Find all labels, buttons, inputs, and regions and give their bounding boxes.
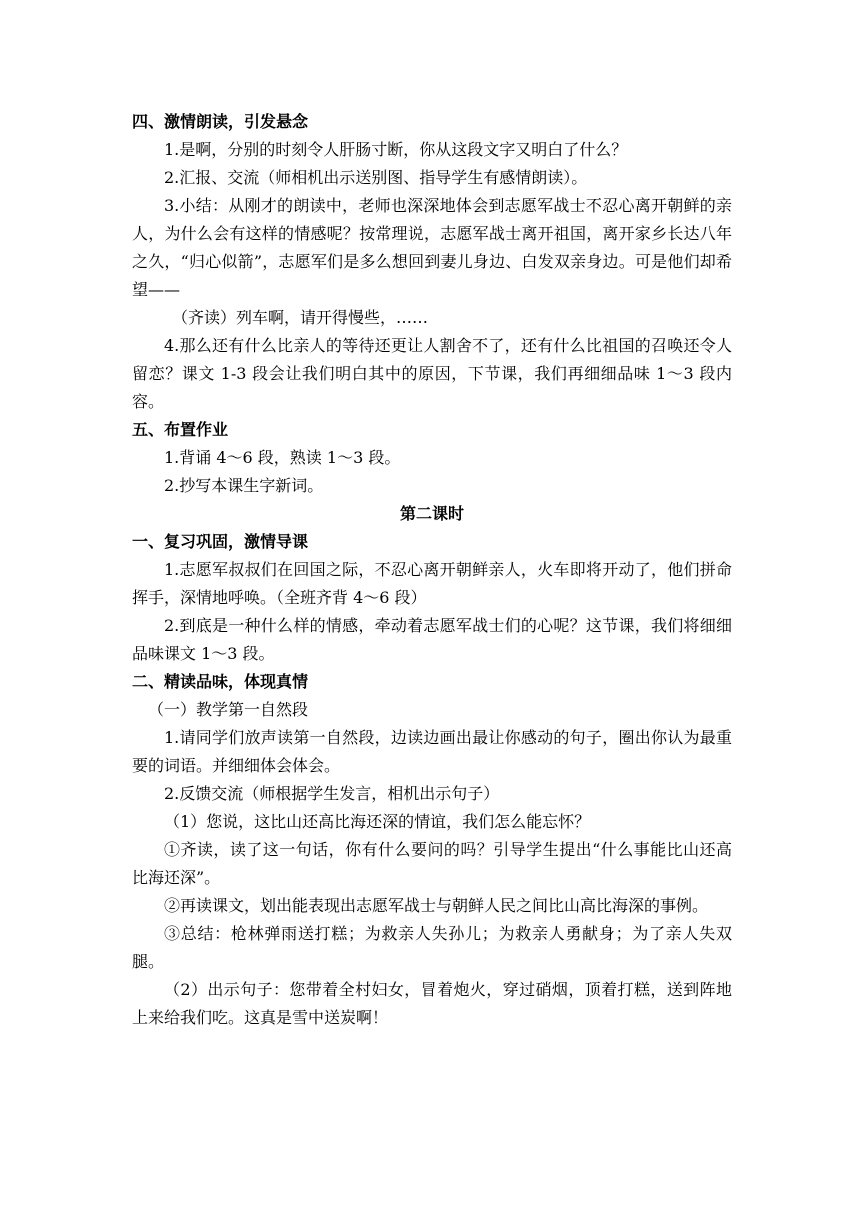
paragraph: 1.是啊，分别的时刻令人肝肠寸断，你从这段文字又明白了什么？ bbox=[164, 140, 628, 159]
paragraph: （1）您说，这比山还高比海还深的情谊，我们怎么能忘怀？ bbox=[164, 812, 591, 831]
paragraph: （2）出示句子：您带着全村妇女，冒着炮火，穿过硝烟，顶着打糕，送到阵地上来给我们吃。这真是雪中送炭啊！ bbox=[132, 980, 732, 1027]
paragraph: 1.志愿军叔叔们在回国之际，不忍心离开朝鲜亲人，火车即将开动了，他们拼命挥手，深情地呼唤。（全班齐背 4～6 段） bbox=[132, 560, 732, 607]
paragraph: （齐读）列车啊，请开得慢些，…… bbox=[172, 308, 429, 327]
section-heading: 二、精读品味，体现真情 bbox=[132, 672, 309, 691]
paragraph: 2.汇报、交流（师相机出示送别图、指导学生有感情朗读）。 bbox=[164, 168, 588, 187]
section-heading: 五、布置作业 bbox=[132, 420, 229, 439]
section-heading: 四、激情朗读，引发悬念 bbox=[132, 112, 309, 131]
paragraph: 4.那么还有什么比亲人的等待还更让人割舍不了，还有什么比祖国的召唤还令人留恋？课文 1-3 段会让我们明白其中的原因，下节课，我们再细细品味 1～3 段内容。 bbox=[132, 336, 732, 411]
paragraph: 2.反馈交流（师根据学生发言，相机出示句子） bbox=[164, 784, 500, 803]
document-body bbox=[132, 108, 732, 1032]
section-heading: 一、复习巩固，激情导课 bbox=[132, 532, 309, 551]
paragraph: ①齐读，读了这一句话，你有什么要问的吗？引导学生提出“什么事能比山还高比海还深”。 bbox=[132, 840, 732, 887]
paragraph: 1.背诵 4～6 段，熟读 1～3 段。 bbox=[164, 448, 401, 467]
paragraph: 2.到底是一种什么样的情感，牵动着志愿军战士们的心呢？这节课，我们将细细品味课文 1～3 段。 bbox=[132, 616, 732, 663]
paragraph: 1.请同学们放声读第一自然段，边读边画出最让你感动的句子，圈出你认为最重要的词语。并细细体会体会。 bbox=[132, 728, 732, 775]
lesson-title: 第二课时 bbox=[399, 504, 464, 523]
paragraph: 3.小结：从刚才的朗读中，老师也深深地体会到志愿军战士不忍心离开朝鲜的亲人，为什么会有这样的情感呢？按常理说，志愿军战士离开祖国，离开家乡长达八年之久，“归心似箭”，志愿军们是多么想回到妻儿身边、白发双亲身边。可是他们却希望—— bbox=[132, 196, 732, 299]
paragraph: 2.抄写本课生字新词。 bbox=[164, 476, 324, 495]
paragraph: ③总结：枪林弹雨送打糕；为救亲人失孙儿；为救亲人勇献身；为了亲人失双腿。 bbox=[132, 924, 732, 971]
paragraph: ②再读课文，划出能表现出志愿军战士与朝鲜人民之间比山高比海深的事例。 bbox=[164, 896, 709, 915]
sub-heading: （一）教学第一自然段 bbox=[148, 700, 309, 719]
